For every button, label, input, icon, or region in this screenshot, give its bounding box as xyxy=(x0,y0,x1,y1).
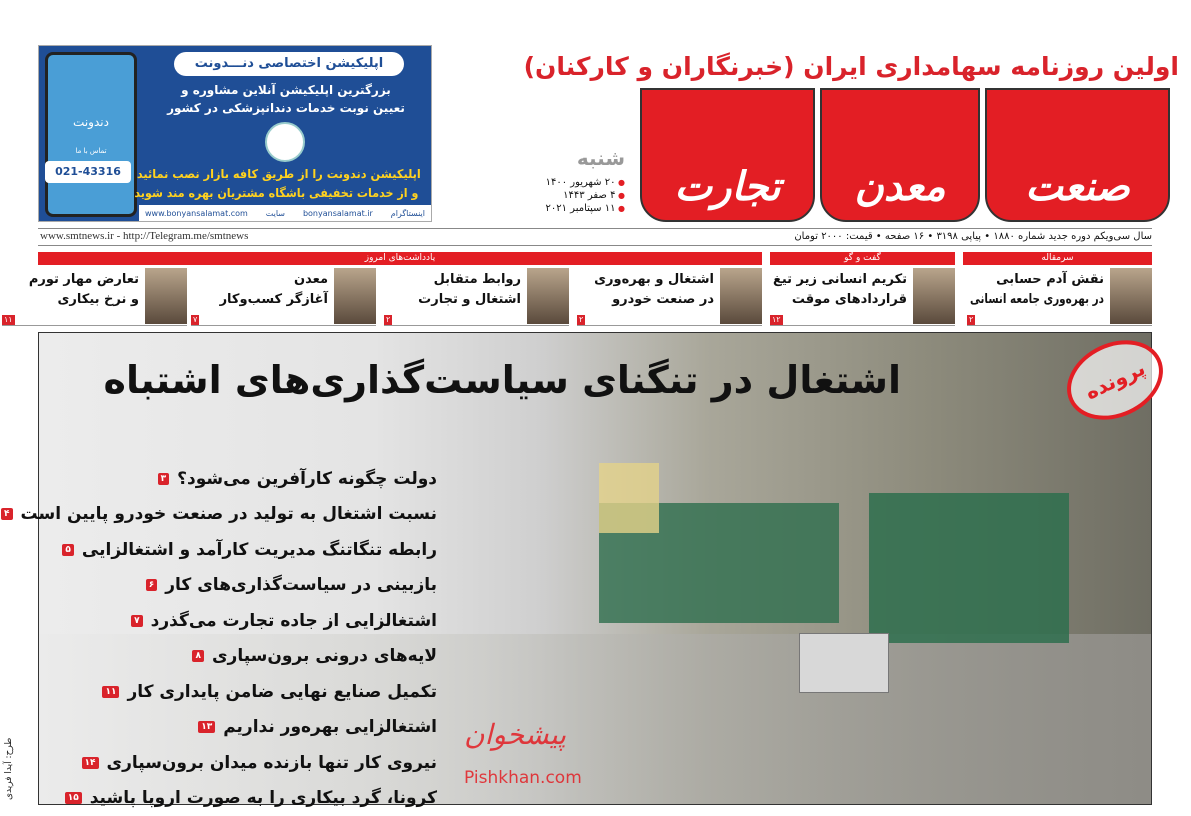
story-title: بازبینی در سیاست‌گذاری‌های کار xyxy=(165,575,437,595)
weekday: شنبه xyxy=(540,146,625,170)
note-title-line: در صنعت خودرو xyxy=(580,290,714,310)
date-gregorian: ● ۱۱ سپتامبر ۲۰۲۱ xyxy=(540,202,625,215)
story-item[interactable] xyxy=(47,745,437,781)
website-links[interactable]: www.smtnews.ir - http://Telegram.me/smtnews xyxy=(40,230,248,242)
ad-brand: دندونت xyxy=(48,115,134,129)
note-title xyxy=(194,270,328,310)
note-title xyxy=(5,270,139,310)
story-item[interactable] xyxy=(47,639,437,675)
metal-stack xyxy=(799,633,889,693)
story-title: اشتغالزایی از جاده تجارت می‌گذرد xyxy=(151,611,437,631)
date-block xyxy=(540,146,625,215)
page-number: ۷ xyxy=(131,615,143,627)
note-title-line: روابط متقابل xyxy=(387,270,521,290)
section-editorial: سرمقاله xyxy=(963,252,1152,265)
design-credit: طرح: آیدا فریدی xyxy=(4,738,14,800)
story-title: دولت چگونه کارآفرین می‌شود؟ xyxy=(177,469,437,489)
author-photo xyxy=(527,268,569,324)
page-number: ۸ xyxy=(192,650,204,662)
note-title-line: و نرخ بیکاری xyxy=(5,290,139,310)
page-number: ۲ xyxy=(577,315,585,325)
cover-story[interactable] xyxy=(38,332,1152,805)
main-headline[interactable]: اشتغال در تنگنای سیاست‌گذاری‌های اشتباه xyxy=(104,358,901,402)
page-number: ۴ xyxy=(1,508,13,520)
author-photo xyxy=(913,268,955,324)
note-title xyxy=(580,270,714,310)
date-solar: ● ۲۰ شهریور ۱۴۰۰ xyxy=(540,176,625,189)
logo-word-madan: معدن xyxy=(820,88,980,222)
ad-instagram[interactable]: bonyansalamat.ir xyxy=(303,209,373,218)
story-title: نسبت اشتغال به تولید در صنعت خودرو پایین است xyxy=(21,504,437,524)
ad-yellow-line-1: اپلیکیشن دندونت را از طریق کافه بازار نصب نمائید xyxy=(149,166,421,182)
note-title xyxy=(773,270,907,310)
author-photo xyxy=(720,268,762,324)
ad-website-label: سایت xyxy=(266,209,285,218)
story-item[interactable] xyxy=(47,497,437,533)
note-title-line: معدن xyxy=(194,270,328,290)
page-number: ۱۱ xyxy=(102,686,119,698)
note-title-line: آغازگر کسب‌وکار xyxy=(194,290,328,310)
note-item[interactable] xyxy=(2,268,187,326)
page-number: ۶ xyxy=(146,579,158,591)
page-number: ۵ xyxy=(62,544,74,556)
watermark-en: Pishkhan.com xyxy=(464,768,582,788)
ad-phone-image xyxy=(45,52,137,217)
note-item[interactable] xyxy=(191,268,376,326)
story-item[interactable] xyxy=(47,532,437,568)
ad-line-1: بزرگترین اپلیکیشن آنلاین مشاوره و xyxy=(143,82,429,98)
author-photo xyxy=(1110,268,1152,324)
section-notes: یادداشت‌های امروز xyxy=(38,252,762,265)
story-item[interactable] xyxy=(47,674,437,710)
ad-phone-number: 021-43316 xyxy=(45,161,131,183)
page-number: ۷ xyxy=(191,315,199,325)
author-photo xyxy=(334,268,376,324)
logo-word-sanat: صنعت xyxy=(985,88,1170,222)
date-lunar: ● ۴ صفر ۱۴۴۳ xyxy=(540,189,625,202)
note-item[interactable] xyxy=(967,268,1152,326)
advertisement-banner[interactable] xyxy=(38,45,432,222)
page-number: ۲ xyxy=(384,315,392,325)
umbrella-icon xyxy=(265,122,305,162)
ad-website[interactable]: www.bonyansalamat.com xyxy=(145,209,248,218)
note-title-line: تکریم انسانی زیر تیغ xyxy=(773,270,907,290)
factory-machine xyxy=(869,493,1069,643)
issue-info: سال سی‌ویکم دوره جدید شماره ۱۸۸۰ • پیاپی ۳۱۹۸ • ۱۶ صفحه • قیمت: ۲۰۰۰ تومان xyxy=(794,231,1152,242)
note-title xyxy=(970,270,1104,310)
ad-line-2: تعیین نوبت خدمات دندانپزشکی در کشور xyxy=(143,100,429,116)
yellow-crates xyxy=(599,463,659,533)
story-title: نیروی کار تنها بازنده میدان برون‌سپاری xyxy=(107,753,437,773)
logo-word-tejarat: تجارت xyxy=(640,88,815,222)
note-title xyxy=(387,270,521,310)
ad-yellow-line-2: و از خدمات تخفیفی باشگاه مشتریان بهره مند شوید xyxy=(152,185,419,201)
ad-title: اپلیکیشن اختصاصی دنـــدونت xyxy=(174,52,404,76)
story-title: اشتغالزایی بهره‌ور نداریم xyxy=(223,717,437,737)
story-item[interactable] xyxy=(47,603,437,639)
page-number: ۲ xyxy=(967,315,975,325)
divider xyxy=(38,228,1152,229)
page-number: ۱۳ xyxy=(198,721,215,733)
ad-phone-label: تماس با ما xyxy=(52,147,130,155)
story-item[interactable] xyxy=(47,710,437,746)
note-title-line: قراردادهای موقت xyxy=(773,290,907,310)
author-photo xyxy=(145,268,187,324)
page-number: ۱۱ xyxy=(2,315,15,325)
story-list xyxy=(47,461,437,816)
page-number: ۱۲ xyxy=(770,315,783,325)
note-title-line: نقش آدم حسابی xyxy=(970,270,1104,290)
page-number: ۳ xyxy=(158,473,170,485)
story-item[interactable] xyxy=(47,461,437,497)
watermark-fa: پیشخوان xyxy=(464,718,566,751)
page-number: ۱۴ xyxy=(82,757,99,769)
note-item[interactable] xyxy=(384,268,569,326)
note-item[interactable] xyxy=(577,268,762,326)
story-title: رابطه تنگاتنگ مدیریت کارآمد و اشتغالزایی xyxy=(82,540,437,560)
page-number: ۱۵ xyxy=(65,792,82,804)
section-interview: گفت و گو xyxy=(770,252,955,265)
note-title-line: اشتغال و تجارت xyxy=(387,290,521,310)
dossier-stamp: پرونده xyxy=(1054,325,1176,434)
note-item[interactable] xyxy=(770,268,955,326)
story-title: تکمیل صنایع نهایی ضامن پایداری کار xyxy=(127,682,437,702)
story-title: کرونا، گرد بیکاری را به صورت اروپا پاشید xyxy=(90,788,437,808)
masthead-tagline: اولین روزنامه سهامداری ایران (خبرنگاران و کارکنان) xyxy=(524,52,1179,81)
note-title-line: در بهره‌وری جامعه انسانی xyxy=(997,290,1104,310)
ad-instagram-label: اینستاگرام xyxy=(391,209,425,218)
story-title: لایه‌های درونی برون‌سپاری xyxy=(212,646,437,666)
story-item[interactable] xyxy=(47,568,437,604)
note-title-line: اشتغال و بهره‌وری xyxy=(580,270,714,290)
newspaper-logo xyxy=(640,88,1170,222)
divider xyxy=(38,245,1152,246)
note-title-line: تعارض مهار تورم xyxy=(5,270,139,290)
ad-footer xyxy=(139,205,431,221)
story-item[interactable] xyxy=(47,781,437,816)
